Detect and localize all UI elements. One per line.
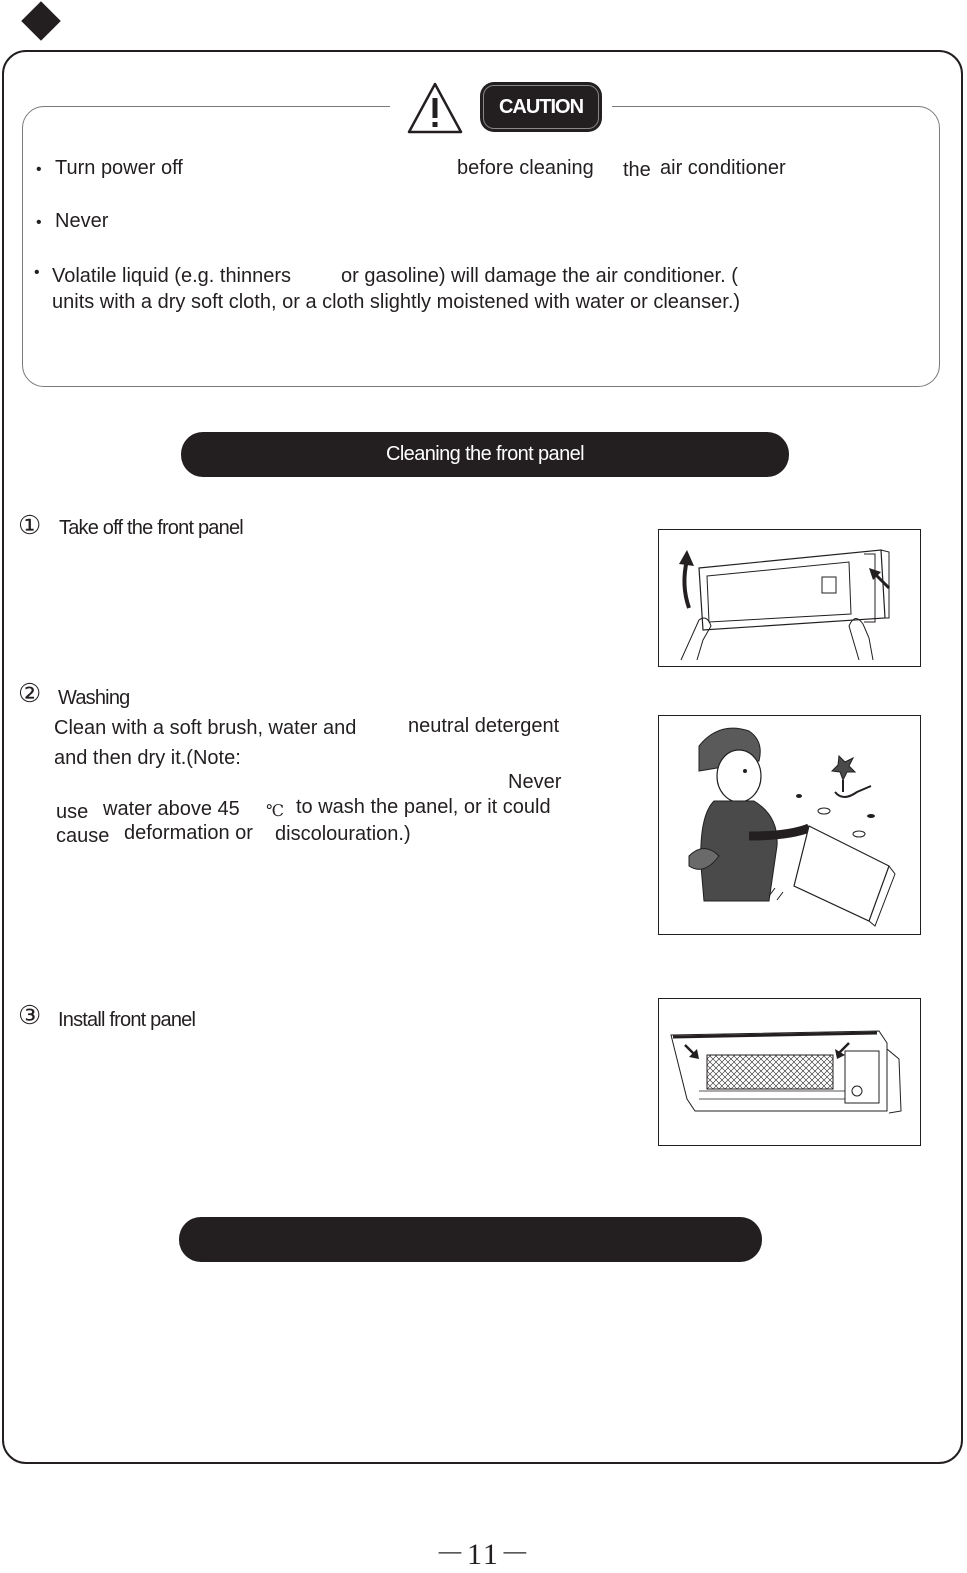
step-title: Washing xyxy=(58,687,130,709)
washing-line5-b: deformation or xyxy=(124,822,253,844)
step-number: ① xyxy=(18,511,42,541)
step-title: Take off the front panel xyxy=(59,517,243,539)
warning-triangle-icon xyxy=(407,82,463,134)
washing-line3: Never xyxy=(508,771,562,793)
section-title-banner: Cleaning the front panel xyxy=(181,432,789,477)
step-title: Install front panel xyxy=(58,1009,196,1031)
degree-celsius-symbol: ℃ xyxy=(266,801,284,820)
caution-line1-a: Turn power off xyxy=(55,157,183,179)
washing-line1-a: Clean with a soft brush, water and xyxy=(54,717,357,739)
bullet-dot: • xyxy=(34,264,40,281)
washing-line4-a: use xyxy=(56,801,89,823)
caution-label: CAUTION xyxy=(480,82,602,132)
washing-line1-b: neutral detergent xyxy=(408,715,560,737)
section-banner-blank xyxy=(179,1217,762,1262)
install-front-panel-illustration xyxy=(659,999,919,1144)
washing-line5-a: cause xyxy=(56,825,110,847)
bullet-dot: • xyxy=(36,161,42,178)
washing-line5-c: discolouration.) xyxy=(275,823,411,845)
remove-front-panel-illustration xyxy=(659,530,919,665)
washing-line4-b: water above 45 xyxy=(103,798,240,820)
caution-line1-b: before cleaning xyxy=(457,157,594,179)
washing-panel-illustration xyxy=(659,716,919,933)
caution-line1-d: air conditioner xyxy=(660,157,786,179)
caution-line4: units with a dry soft cloth, or a cloth slightly moistened with water or cleanser.) xyxy=(52,291,741,313)
washing-line4-d: to wash the panel, or it could xyxy=(296,796,551,818)
washing-line2: and then dry it.(Note: xyxy=(54,747,241,769)
page-number: －11－ xyxy=(435,1538,532,1571)
caution-line1-c: the xyxy=(623,159,651,181)
caution-box xyxy=(22,106,940,387)
step-number: ② xyxy=(18,679,42,709)
figure-washing xyxy=(658,715,921,935)
figure-install-panel xyxy=(658,998,921,1146)
caution-line3-b: or gasoline) will damage the air conditioner. ( xyxy=(341,265,738,287)
figure-remove-panel xyxy=(658,529,921,667)
section-diamond-marker xyxy=(21,1,61,41)
caution-line3-a: Volatile liquid (e.g. thinners xyxy=(52,265,292,287)
step-number: ③ xyxy=(18,1001,42,1031)
bullet-dot: • xyxy=(36,214,42,231)
caution-line2: Never xyxy=(55,210,109,232)
